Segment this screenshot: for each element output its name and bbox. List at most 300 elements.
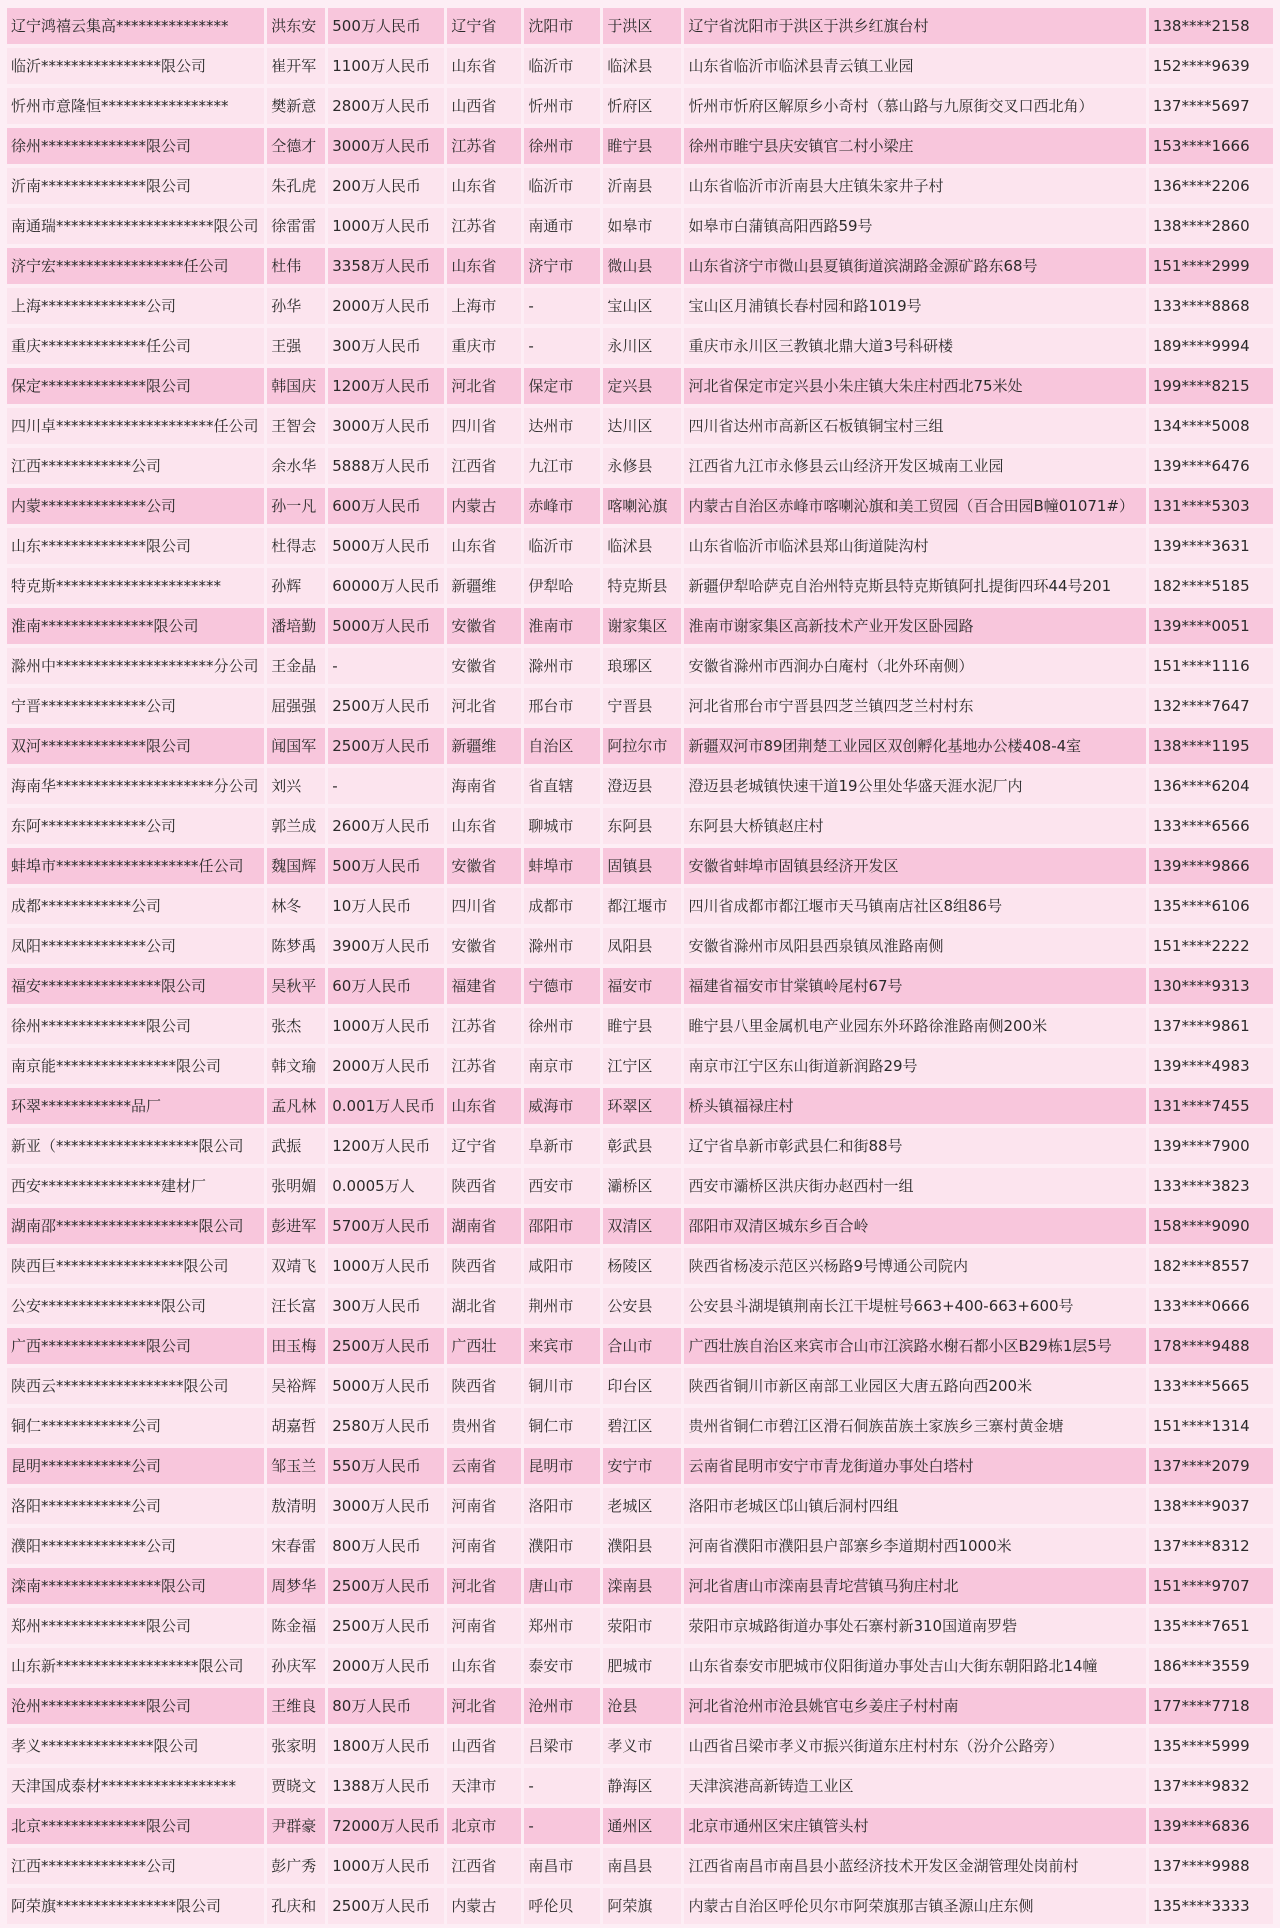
registered-capital-cell: 550万人民币 <box>328 1448 444 1484</box>
table-row <box>7 328 1273 364</box>
address-cell: 安徽省滁州市凤阳县西泉镇凤淮路南侧 <box>684 928 1145 964</box>
city-cell: 咸阳市 <box>524 1248 600 1284</box>
phone-cell: 138****2860 <box>1149 208 1273 244</box>
contact-name-cell: 汪长富 <box>267 1288 325 1324</box>
company-name-cell: 蚌埠市*******************任公司 <box>7 848 264 884</box>
contact-name-cell: 洪东安 <box>267 8 325 44</box>
contact-name-cell: 崔开军 <box>267 48 325 84</box>
province-cell: 安徽省 <box>447 608 521 644</box>
registered-capital-cell: 0.001万人民币 <box>328 1088 444 1124</box>
phone-cell: 136****6204 <box>1149 768 1273 804</box>
city-cell: 临沂市 <box>524 168 600 204</box>
address-cell: 山东省临沂市临沭县郑山街道陡沟村 <box>684 528 1145 564</box>
district-cell: 老城区 <box>603 1488 681 1524</box>
contact-name-cell: 韩国庆 <box>267 368 325 404</box>
phone-cell: 138****9037 <box>1149 1488 1273 1524</box>
address-cell: 山西省吕梁市孝义市振兴街道东庄村村东（汾介公路旁） <box>684 1728 1145 1764</box>
phone-cell: 138****1195 <box>1149 728 1273 764</box>
province-cell: 江苏省 <box>447 128 521 164</box>
address-cell: 河北省唐山市滦南县青坨营镇马狗庄村北 <box>684 1568 1145 1604</box>
phone-cell: 137****9861 <box>1149 1008 1273 1044</box>
table-row <box>7 408 1273 444</box>
company-name-cell: 保定**************限公司 <box>7 368 264 404</box>
city-cell: 南昌市 <box>524 1848 600 1884</box>
table-row <box>7 1128 1273 1164</box>
company-name-cell: 广西**************限公司 <box>7 1328 264 1364</box>
table-row <box>7 1408 1273 1444</box>
city-cell: 铜仁市 <box>524 1408 600 1444</box>
table-row <box>7 1368 1273 1404</box>
table-row <box>7 1648 1273 1684</box>
table-row <box>7 1088 1273 1124</box>
phone-cell: 139****6836 <box>1149 1808 1273 1844</box>
city-cell: 昆明市 <box>524 1448 600 1484</box>
phone-cell: 139****6476 <box>1149 448 1273 484</box>
contact-name-cell: 王智会 <box>267 408 325 444</box>
registered-capital-cell: 3000万人民币 <box>328 128 444 164</box>
phone-cell: 135****5999 <box>1149 1728 1273 1764</box>
contact-name-cell: 杜得志 <box>267 528 325 564</box>
registered-capital-cell: 1800万人民币 <box>328 1728 444 1764</box>
province-cell: 山东省 <box>447 808 521 844</box>
table-row <box>7 848 1273 884</box>
table-row <box>7 888 1273 924</box>
company-name-cell: 滦南****************限公司 <box>7 1568 264 1604</box>
registered-capital-cell: 2500万人民币 <box>328 1888 444 1924</box>
table-row <box>7 608 1273 644</box>
contact-name-cell: 吴裕辉 <box>267 1368 325 1404</box>
registered-capital-cell: 60万人民币 <box>328 968 444 1004</box>
phone-cell: 133****3823 <box>1149 1168 1273 1204</box>
city-cell: 沈阳市 <box>524 8 600 44</box>
district-cell: 定兴县 <box>603 368 681 404</box>
table-row <box>7 528 1273 564</box>
company-name-cell: 公安****************限公司 <box>7 1288 264 1324</box>
city-cell: 吕梁市 <box>524 1728 600 1764</box>
company-name-cell: 西安****************建材厂 <box>7 1168 264 1204</box>
contact-name-cell: 闻国军 <box>267 728 325 764</box>
contact-name-cell: 孙一凡 <box>267 488 325 524</box>
company-name-cell: 铜仁************公司 <box>7 1408 264 1444</box>
province-cell: 山东省 <box>447 1648 521 1684</box>
province-cell: 山东省 <box>447 1088 521 1124</box>
phone-cell: 151****1116 <box>1149 648 1273 684</box>
city-cell: 徐州市 <box>524 1008 600 1044</box>
contact-name-cell: 吴秋平 <box>267 968 325 1004</box>
registered-capital-cell: 10万人民币 <box>328 888 444 924</box>
contact-name-cell: 孔庆和 <box>267 1888 325 1924</box>
company-name-cell: 滁州中*********************分公司 <box>7 648 264 684</box>
address-cell: 洛阳市老城区邙山镇后洞村四组 <box>684 1488 1145 1524</box>
district-cell: 固镇县 <box>603 848 681 884</box>
company-name-cell: 陕西巨*****************限公司 <box>7 1248 264 1284</box>
registered-capital-cell: 5000万人民币 <box>328 528 444 564</box>
company-name-cell: 沧州**************限公司 <box>7 1688 264 1724</box>
address-cell: 福建省福安市甘棠镇岭尾村67号 <box>684 968 1145 1004</box>
province-cell: 上海市 <box>447 288 521 324</box>
contact-name-cell: 张明媚 <box>267 1168 325 1204</box>
address-cell: 广西壮族自治区来宾市合山市江滨路水榭石都小区B29栋1层5号 <box>684 1328 1145 1364</box>
company-name-cell: 上海**************公司 <box>7 288 264 324</box>
phone-cell: 186****3559 <box>1149 1648 1273 1684</box>
company-name-cell: 福安****************限公司 <box>7 968 264 1004</box>
city-cell: 忻州市 <box>524 88 600 124</box>
registered-capital-cell: 5888万人民币 <box>328 448 444 484</box>
company-name-cell: 徐州**************限公司 <box>7 1008 264 1044</box>
district-cell: 忻府区 <box>603 88 681 124</box>
city-cell: 濮阳市 <box>524 1528 600 1564</box>
registered-capital-cell: 1000万人民币 <box>328 1008 444 1044</box>
registered-capital-cell: 3000万人民币 <box>328 1488 444 1524</box>
company-name-cell: 成都************公司 <box>7 888 264 924</box>
phone-cell: 177****7718 <box>1149 1688 1273 1724</box>
table-row <box>7 248 1273 284</box>
registered-capital-cell: 600万人民币 <box>328 488 444 524</box>
province-cell: 四川省 <box>447 408 521 444</box>
registered-capital-cell: 1388万人民币 <box>328 1768 444 1804</box>
address-cell: 云南省昆明市安宁市青龙街道办事处白塔村 <box>684 1448 1145 1484</box>
contact-name-cell: 邹玉兰 <box>267 1448 325 1484</box>
district-cell: 灞桥区 <box>603 1168 681 1204</box>
registered-capital-cell: 72000万人民币 <box>328 1808 444 1844</box>
city-cell: 宁德市 <box>524 968 600 1004</box>
district-cell: 如皋市 <box>603 208 681 244</box>
phone-cell: 153****1666 <box>1149 128 1273 164</box>
address-cell: 重庆市永川区三教镇北鼎大道3号科研楼 <box>684 328 1145 364</box>
address-cell: 公安县斗湖堤镇荆南长江干堤桩号663+400-663+600号 <box>684 1288 1145 1324</box>
city-cell: 南京市 <box>524 1048 600 1084</box>
district-cell: 东阿县 <box>603 808 681 844</box>
city-cell: 淮南市 <box>524 608 600 644</box>
province-cell: 内蒙古 <box>447 1888 521 1924</box>
company-name-cell: 环翠************品厂 <box>7 1088 264 1124</box>
address-cell: 新疆伊犁哈萨克自治州特克斯县特克斯镇阿扎提街四环44号201 <box>684 568 1145 604</box>
contact-name-cell: 韩文瑜 <box>267 1048 325 1084</box>
district-cell: 睢宁县 <box>603 128 681 164</box>
company-name-cell: 内蒙**************公司 <box>7 488 264 524</box>
registered-capital-cell: 500万人民币 <box>328 848 444 884</box>
registered-capital-cell: - <box>328 768 444 804</box>
table-body <box>7 8 1273 1924</box>
province-cell: 山西省 <box>447 1728 521 1764</box>
address-cell: 如皋市白蒲镇高阳西路59号 <box>684 208 1145 244</box>
company-name-cell: 辽宁鸿禧云集高*************** <box>7 8 264 44</box>
district-cell: 临沭县 <box>603 528 681 564</box>
address-cell: 安徽省滁州市西涧办白庵村（北外环南侧） <box>684 648 1145 684</box>
province-cell: 陕西省 <box>447 1368 521 1404</box>
company-name-cell: 濮阳**************公司 <box>7 1528 264 1564</box>
company-name-cell: 凤阳**************公司 <box>7 928 264 964</box>
phone-cell: 131****5303 <box>1149 488 1273 524</box>
contact-name-cell: 胡嘉哲 <box>267 1408 325 1444</box>
address-cell: 四川省成都市都江堰市天马镇南店社区8组86号 <box>684 888 1145 924</box>
company-name-cell: 阿荣旗****************限公司 <box>7 1888 264 1924</box>
address-cell: 山东省临沂市临沭县青云镇工业园 <box>684 48 1145 84</box>
phone-cell: 135****3333 <box>1149 1888 1273 1924</box>
contact-name-cell: 张家明 <box>267 1728 325 1764</box>
address-cell: 安徽省蚌埠市固镇县经济开发区 <box>684 848 1145 884</box>
table-row <box>7 1728 1273 1764</box>
province-cell: 河南省 <box>447 1488 521 1524</box>
contact-name-cell: 潘培勤 <box>267 608 325 644</box>
city-cell: 九江市 <box>524 448 600 484</box>
contact-name-cell: 贾晓文 <box>267 1768 325 1804</box>
registered-capital-cell: - <box>328 648 444 684</box>
district-cell: 于洪区 <box>603 8 681 44</box>
district-cell: 安宁市 <box>603 1448 681 1484</box>
phone-cell: 189****9994 <box>1149 328 1273 364</box>
province-cell: 河北省 <box>447 1688 521 1724</box>
district-cell: 特克斯县 <box>603 568 681 604</box>
contact-name-cell: 樊新意 <box>267 88 325 124</box>
company-name-cell: 郑州**************限公司 <box>7 1608 264 1644</box>
city-cell: - <box>524 1768 600 1804</box>
table-row <box>7 8 1273 44</box>
company-name-cell: 孝义***************限公司 <box>7 1728 264 1764</box>
address-cell: 贵州省铜仁市碧江区滑石侗族苗族土家族乡三寨村黄金塘 <box>684 1408 1145 1444</box>
address-cell: 河北省邢台市宁晋县四芝兰镇四芝兰村村东 <box>684 688 1145 724</box>
city-cell: 徐州市 <box>524 128 600 164</box>
company-name-cell: 天津国成泰材****************** <box>7 1768 264 1804</box>
contact-name-cell: 朱孔虎 <box>267 168 325 204</box>
province-cell: 江西省 <box>447 1848 521 1884</box>
company-name-cell: 南京能****************限公司 <box>7 1048 264 1084</box>
city-cell: 威海市 <box>524 1088 600 1124</box>
city-cell: 保定市 <box>524 368 600 404</box>
city-cell: 西安市 <box>524 1168 600 1204</box>
province-cell: 江苏省 <box>447 1008 521 1044</box>
company-name-cell: 南通瑞*********************限公司 <box>7 208 264 244</box>
phone-cell: 139****7900 <box>1149 1128 1273 1164</box>
district-cell: 沧县 <box>603 1688 681 1724</box>
city-cell: 郑州市 <box>524 1608 600 1644</box>
address-cell: 辽宁省沈阳市于洪区于洪乡红旗台村 <box>684 8 1145 44</box>
district-cell: 阿荣旗 <box>603 1888 681 1924</box>
district-cell: 阿拉尔市 <box>603 728 681 764</box>
city-cell: 阜新市 <box>524 1128 600 1164</box>
city-cell: 铜川市 <box>524 1368 600 1404</box>
contact-name-cell: 杜伟 <box>267 248 325 284</box>
address-cell: 邵阳市双清区城东乡百合岭 <box>684 1208 1145 1244</box>
table-row <box>7 168 1273 204</box>
district-cell: 南昌县 <box>603 1848 681 1884</box>
company-name-cell: 忻州市意隆恒***************** <box>7 88 264 124</box>
province-cell: 山西省 <box>447 88 521 124</box>
address-cell: 澄迈县老城镇快速干道19公里处华盛天涯水泥厂内 <box>684 768 1145 804</box>
table-row <box>7 128 1273 164</box>
contact-name-cell: 刘兴 <box>267 768 325 804</box>
city-cell: 成都市 <box>524 888 600 924</box>
company-name-cell: 江西**************公司 <box>7 1848 264 1884</box>
city-cell: 省直辖 <box>524 768 600 804</box>
phone-cell: 134****5008 <box>1149 408 1273 444</box>
district-cell: 临沭县 <box>603 48 681 84</box>
phone-cell: 133****8868 <box>1149 288 1273 324</box>
province-cell: 重庆市 <box>447 328 521 364</box>
phone-cell: 133****6566 <box>1149 808 1273 844</box>
city-cell: 荆州市 <box>524 1288 600 1324</box>
district-cell: 环翠区 <box>603 1088 681 1124</box>
registered-capital-cell: 5700万人民币 <box>328 1208 444 1244</box>
table-row <box>7 1248 1273 1284</box>
company-name-cell: 临沂****************限公司 <box>7 48 264 84</box>
city-cell: 济宁市 <box>524 248 600 284</box>
city-cell: 滁州市 <box>524 648 600 684</box>
company-name-cell: 重庆**************任公司 <box>7 328 264 364</box>
contact-name-cell: 王强 <box>267 328 325 364</box>
address-cell: 辽宁省阜新市彰武县仁和街88号 <box>684 1128 1145 1164</box>
company-name-cell: 山东**************限公司 <box>7 528 264 564</box>
phone-cell: 152****9639 <box>1149 48 1273 84</box>
contact-name-cell: 王金晶 <box>267 648 325 684</box>
district-cell: 通州区 <box>603 1808 681 1844</box>
city-cell: 蚌埠市 <box>524 848 600 884</box>
address-cell: 内蒙古自治区赤峰市喀喇沁旗和美工贸园（百合田园B幢01071#） <box>684 488 1145 524</box>
company-name-cell: 沂南**************限公司 <box>7 168 264 204</box>
table-row <box>7 288 1273 324</box>
address-cell: 山东省临沂市沂南县大庄镇朱家井子村 <box>684 168 1145 204</box>
province-cell: 北京市 <box>447 1808 521 1844</box>
table-row <box>7 928 1273 964</box>
contact-name-cell: 魏国辉 <box>267 848 325 884</box>
province-cell: 山东省 <box>447 48 521 84</box>
registered-capital-cell: 5000万人民币 <box>328 608 444 644</box>
registered-capital-cell: 1200万人民币 <box>328 368 444 404</box>
province-cell: 辽宁省 <box>447 8 521 44</box>
table-row <box>7 1848 1273 1884</box>
table-row <box>7 568 1273 604</box>
district-cell: 宁晋县 <box>603 688 681 724</box>
district-cell: 微山县 <box>603 248 681 284</box>
table-row <box>7 208 1273 244</box>
province-cell: 福建省 <box>447 968 521 1004</box>
province-cell: 山东省 <box>447 528 521 564</box>
province-cell: 贵州省 <box>447 1408 521 1444</box>
phone-cell: 130****9313 <box>1149 968 1273 1004</box>
address-cell: 桥头镇福禄庄村 <box>684 1088 1145 1124</box>
address-cell: 徐州市睢宁县庆安镇官二村小梁庄 <box>684 128 1145 164</box>
address-cell: 新疆双河市89团荆楚工业园区双创孵化基地办公楼408-4室 <box>684 728 1145 764</box>
contact-name-cell: 孙辉 <box>267 568 325 604</box>
table-row <box>7 1528 1273 1564</box>
district-cell: 公安县 <box>603 1288 681 1324</box>
contact-name-cell: 陈金福 <box>267 1608 325 1644</box>
district-cell: 彰武县 <box>603 1128 681 1164</box>
phone-cell: 139****9866 <box>1149 848 1273 884</box>
district-cell: 宝山区 <box>603 288 681 324</box>
contact-name-cell: 孟凡林 <box>267 1088 325 1124</box>
table-row <box>7 88 1273 124</box>
company-name-cell: 特克斯********************** <box>7 568 264 604</box>
company-name-cell: 济宁宏*****************任公司 <box>7 248 264 284</box>
city-cell: - <box>524 288 600 324</box>
phone-cell: 137****9988 <box>1149 1848 1273 1884</box>
table-row <box>7 808 1273 844</box>
address-cell: 南京市江宁区东山街道新润路29号 <box>684 1048 1145 1084</box>
phone-cell: 139****4983 <box>1149 1048 1273 1084</box>
province-cell: 陕西省 <box>447 1248 521 1284</box>
district-cell: 荥阳市 <box>603 1608 681 1644</box>
contact-name-cell: 张杰 <box>267 1008 325 1044</box>
district-cell: 沂南县 <box>603 168 681 204</box>
province-cell: 新疆维 <box>447 728 521 764</box>
address-cell: 东阿县大桥镇赵庄村 <box>684 808 1145 844</box>
address-cell: 山东省泰安市肥城市仪阳街道办事处吉山大街东朝阳路北14幢 <box>684 1648 1145 1684</box>
company-name-cell: 昆明************公司 <box>7 1448 264 1484</box>
phone-cell: 151****9707 <box>1149 1568 1273 1604</box>
address-cell: 北京市通州区宋庄镇管头村 <box>684 1808 1145 1844</box>
address-cell: 山东省济宁市微山县夏镇街道滨湖路金源矿路东68号 <box>684 248 1145 284</box>
district-cell: 孝义市 <box>603 1728 681 1764</box>
province-cell: 湖北省 <box>447 1288 521 1324</box>
district-cell: 滦南县 <box>603 1568 681 1604</box>
table-row <box>7 488 1273 524</box>
phone-cell: 139****0051 <box>1149 608 1273 644</box>
district-cell: 碧江区 <box>603 1408 681 1444</box>
province-cell: 安徽省 <box>447 928 521 964</box>
district-cell: 澄迈县 <box>603 768 681 804</box>
province-cell: 安徽省 <box>447 648 521 684</box>
province-cell: 山东省 <box>447 168 521 204</box>
district-cell: 琅琊区 <box>603 648 681 684</box>
table-row <box>7 1888 1273 1924</box>
table-row <box>7 1208 1273 1244</box>
district-cell: 睢宁县 <box>603 1008 681 1044</box>
registered-capital-cell: 2000万人民币 <box>328 1648 444 1684</box>
city-cell: 临沂市 <box>524 528 600 564</box>
district-cell: 杨陵区 <box>603 1248 681 1284</box>
company-name-cell: 徐州**************限公司 <box>7 128 264 164</box>
contact-name-cell: 双靖飞 <box>267 1248 325 1284</box>
table-row <box>7 648 1273 684</box>
phone-cell: 138****2158 <box>1149 8 1273 44</box>
table-row <box>7 968 1273 1004</box>
registered-capital-cell: 1000万人民币 <box>328 1248 444 1284</box>
address-cell: 天津滨港高新铸造工业区 <box>684 1768 1145 1804</box>
address-cell: 河北省沧州市沧县姚官屯乡姜庄子村村南 <box>684 1688 1145 1724</box>
registered-capital-cell: 300万人民币 <box>328 328 444 364</box>
table-row <box>7 1768 1273 1804</box>
company-name-cell: 新亚（*******************限公司 <box>7 1128 264 1164</box>
phone-cell: 135****6106 <box>1149 888 1273 924</box>
phone-cell: 151****2222 <box>1149 928 1273 964</box>
district-cell: 喀喇沁旗 <box>603 488 681 524</box>
company-name-cell: 洛阳************公司 <box>7 1488 264 1524</box>
phone-cell: 136****2206 <box>1149 168 1273 204</box>
contact-name-cell: 林冬 <box>267 888 325 924</box>
company-name-cell: 山东新*******************限公司 <box>7 1648 264 1684</box>
province-cell: 海南省 <box>447 768 521 804</box>
registered-capital-cell: 80万人民币 <box>328 1688 444 1724</box>
contact-name-cell: 孙庆军 <box>267 1648 325 1684</box>
province-cell: 江苏省 <box>447 1048 521 1084</box>
phone-cell: 182****8557 <box>1149 1248 1273 1284</box>
province-cell: 河北省 <box>447 368 521 404</box>
city-cell: 唐山市 <box>524 1568 600 1604</box>
city-cell: 沧州市 <box>524 1688 600 1724</box>
province-cell: 陕西省 <box>447 1168 521 1204</box>
province-cell: 内蒙古 <box>447 488 521 524</box>
address-cell: 江西省九江市永修县云山经济开发区城南工业园 <box>684 448 1145 484</box>
city-cell: 聊城市 <box>524 808 600 844</box>
company-name-cell: 湖南邵*******************限公司 <box>7 1208 264 1244</box>
table-row <box>7 1448 1273 1484</box>
district-cell: 合山市 <box>603 1328 681 1364</box>
district-cell: 江宁区 <box>603 1048 681 1084</box>
table-row <box>7 1688 1273 1724</box>
registered-capital-cell: 2580万人民币 <box>328 1408 444 1444</box>
registered-capital-cell: 200万人民币 <box>328 168 444 204</box>
